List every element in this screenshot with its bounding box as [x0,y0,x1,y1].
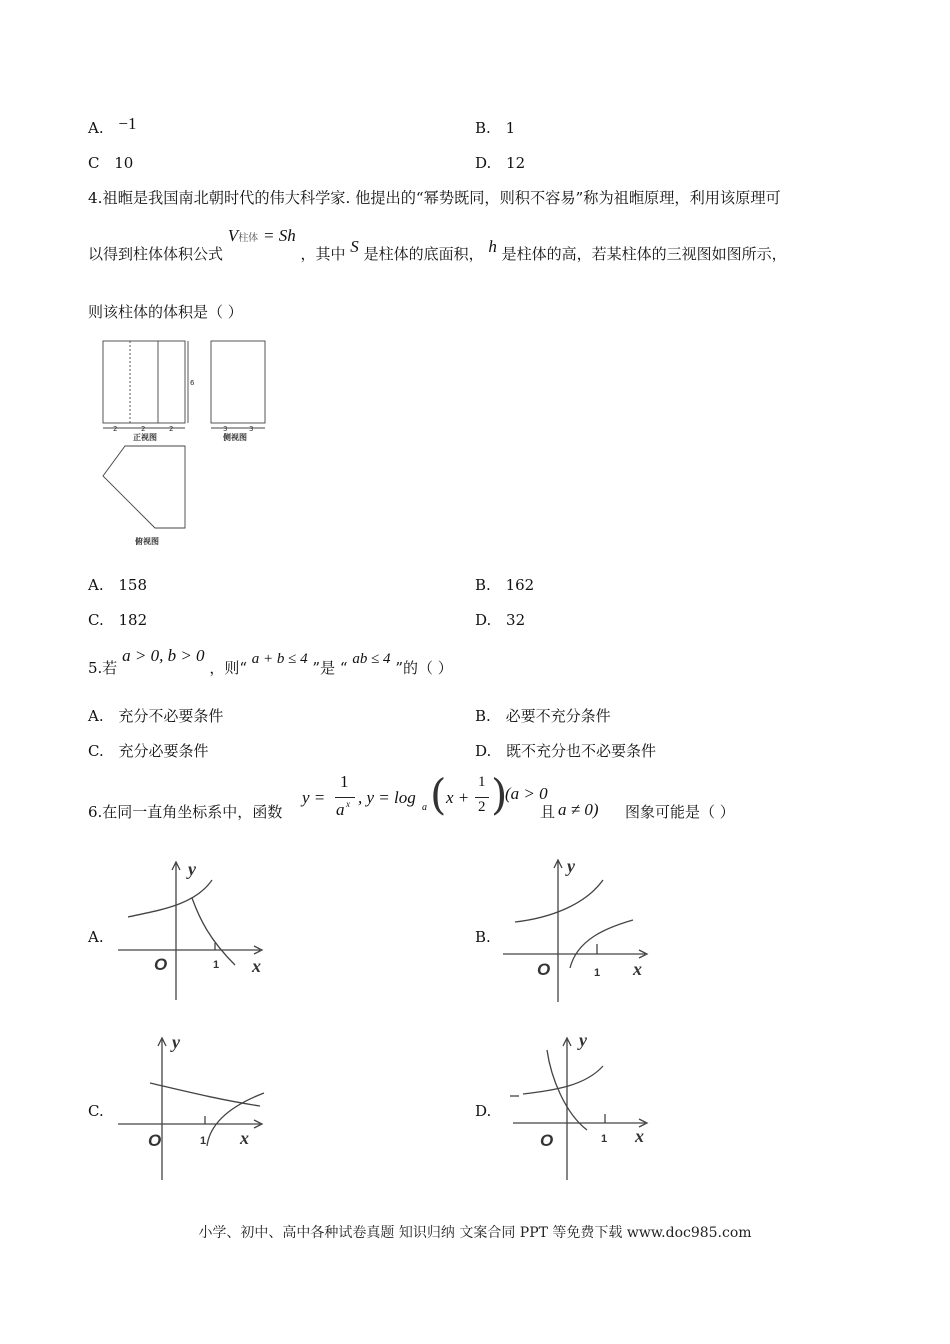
q5-suffix: ”的（ ） [395,659,453,677]
front-view-label: 正视图 [133,433,157,442]
y-label: y [567,856,575,876]
q4-option-b [475,575,534,595]
q6-log-base: a [422,802,427,813]
q4-option-a-label: A. [88,576,104,594]
q5-option-b [475,706,611,726]
dim-3-b: 3 [249,425,254,433]
x-label: x [633,959,642,979]
q3-option-a-label: A. [88,119,104,137]
curve-log [192,898,235,965]
q4-option-a-value: 158 [118,576,148,594]
q6-cond2: a ≠ 0) [558,800,599,819]
q6-arg-frac-bar [475,797,489,798]
q3-option-a [88,114,137,138]
q6-y2: , y = log [358,788,416,807]
q5-option-c-value: 充分必要条件 [118,742,209,760]
q6-option-c-label: C. [88,1102,104,1120]
q6-and: 且 [540,803,556,821]
q6-den-exp: x [346,799,350,809]
q4-line2-d: 是柱体的高，若某柱体的三视图如图所示， [501,245,787,263]
q5-option-a [88,706,223,726]
y-label: y [579,1030,587,1050]
q6-frac-bar [335,797,355,798]
q5-option-a-value: 充分不必要条件 [118,707,224,725]
q6-num: 1 [340,772,349,791]
front-view [103,341,188,428]
q5-option-b-label: B. [475,707,491,725]
q5-stem [88,646,453,679]
q4-line3: 则该柱体的体积是（ ） [88,303,243,321]
q5-option-c [88,741,209,761]
top-view [103,446,185,528]
q3-option-d-label: D. [475,154,492,172]
q3-option-a-value: −1 [118,114,137,133]
q6-suffix: 图象可能是（ ） [625,803,735,821]
q4-line2-b: ，其中 [300,245,346,263]
tick-label: 1 [213,959,220,971]
q6-graph-d [495,1028,665,1183]
q6-rparen: ) [491,770,508,819]
curve-exp [523,1066,603,1094]
q4-formula-v: V [227,226,239,245]
y-label: y [172,1032,180,1052]
q6-lparen: ( [430,770,447,819]
q4-formula-sub: 柱体 [238,233,259,244]
x-label: x [240,1128,249,1148]
q3-option-b [475,118,515,138]
q4-line2 [88,226,787,267]
q4-option-a [88,575,147,595]
q3-option-d-value: 12 [506,154,526,172]
dim-2-a: 2 [113,425,118,433]
q3-option-c-value: 10 [114,154,134,172]
q6-den: a [336,800,345,819]
q5-mid2: ”是 “ [312,659,348,677]
q3-option-d [475,153,525,173]
q5-option-d [475,741,656,761]
q4-option-d-value: 32 [506,611,526,629]
q5-option-c-label: C. [88,742,104,760]
origin-label: O [154,955,168,974]
q6-cond: (a > 0 [505,784,548,803]
q6-graph-c [110,1028,280,1183]
curve-log [207,1093,264,1146]
dim-6: 6 [190,379,195,387]
q5-cond: a > 0, b > 0 [122,646,205,665]
q4-option-b-label: B. [475,576,491,594]
q6-option-b-label: B. [475,928,491,946]
q4-option-c-label: C. [88,611,104,629]
q6-arg-den: 2 [478,799,486,815]
q4-option-d-label: D. [475,611,492,629]
q5-option-d-label: D. [475,742,492,760]
curve-log [570,920,633,968]
side-view [211,341,265,428]
q4-option-c [88,610,147,630]
q3-option-b-value: 1 [505,119,516,137]
curve-exp [128,880,212,917]
q4-var-h: h [488,237,497,256]
q6-graph-a [110,850,280,1005]
q5-q: ab ≤ 4 [352,651,391,667]
x-label: x [635,1126,644,1146]
curve-exp [515,880,603,922]
tick-label: 1 [601,1133,608,1145]
q5-prefix: 5.若 [88,659,118,677]
q4-var-s: S [350,237,359,256]
q3-option-c [88,153,133,173]
q6-graph-b [495,850,665,1005]
q3-option-b-label: B. [475,119,491,137]
q5-option-a-label: A. [88,707,104,725]
q6-arg-num: 1 [478,774,486,790]
q4-option-d [475,610,525,630]
q4-line2-c: 是柱体的底面积， [363,245,484,263]
q5-mid1: ，则“ [209,659,247,677]
origin-label: O [148,1131,162,1150]
side-view-label: 侧视图 [223,433,247,442]
q4-three-view-figure [95,335,275,550]
tick-label: 1 [200,1135,207,1147]
dim-2-b: 2 [141,425,146,433]
q4-formula [228,227,301,245]
q5-option-b-value: 必要不充分条件 [505,707,611,725]
q4-option-b-value: 162 [505,576,535,594]
page-footer: 小学、初中、高中各种试卷真题 知识归纳 文案合同 PPT 等免费下载 www.doc985.com [198,1225,752,1241]
dim-3-a: 3 [223,425,228,433]
q6-arg-x: x + [446,788,470,807]
q3-option-c-label: C [88,154,100,172]
q6-prefix: 6.在同一直角坐标系中，函数 [88,803,283,821]
origin-label: O [540,1131,554,1150]
q5-p: a + b ≤ 4 [251,651,308,667]
x-label: x [252,956,261,976]
q4-line1: 4.祖暅是我国南北朝时代的伟大科学家. 他提出的“幂势既同，则积不容易”称为祖暅原理，利用该原理可 [88,189,781,207]
q4-formula-rhs: = Sh [262,226,296,245]
q4-option-c-value: 182 [118,611,148,629]
q4-line2-a: 以得到柱体体积公式 [88,245,224,263]
q6-option-a-label: A. [88,928,104,946]
y-label: y [188,859,196,879]
tick-label: 1 [594,967,601,979]
q6-y1: y = [302,788,326,807]
origin-label: O [537,960,551,979]
q6-option-d-label: D. [475,1102,492,1120]
top-view-label: 俯视图 [135,537,159,546]
dim-2-c: 2 [169,425,174,433]
q5-option-d-value: 既不充分也不必要条件 [506,742,657,760]
